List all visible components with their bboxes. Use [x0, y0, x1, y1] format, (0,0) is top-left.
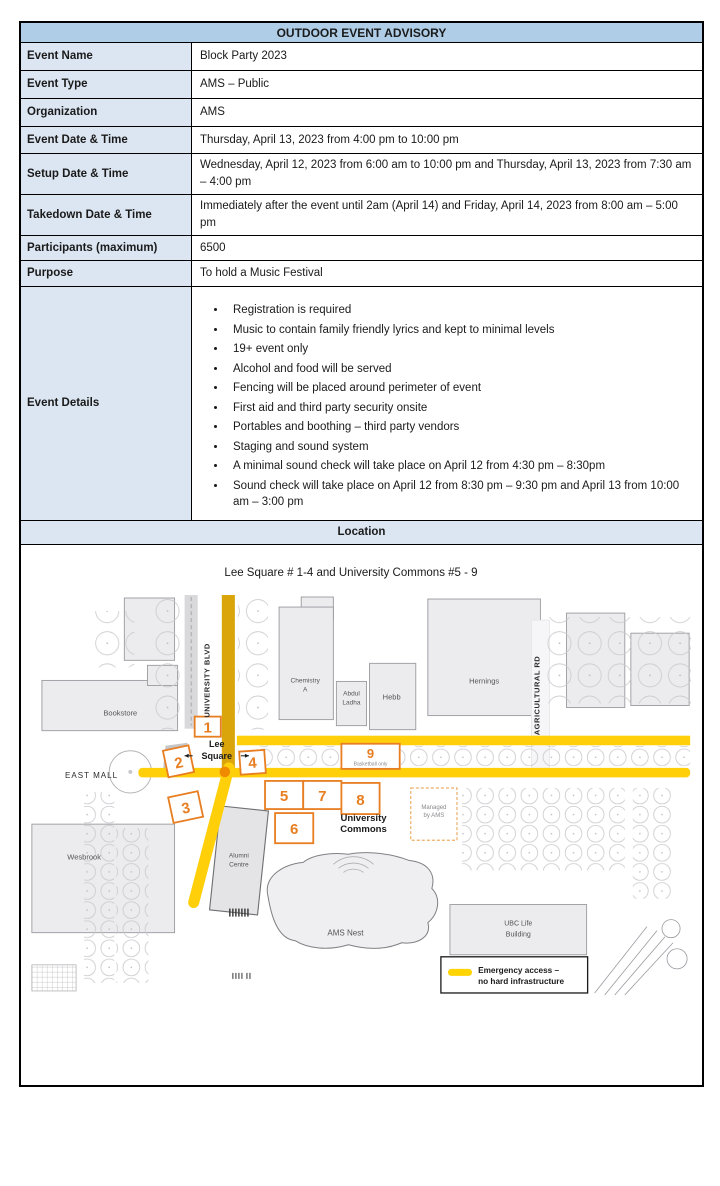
row-label-event-details: Event Details: [21, 287, 192, 520]
detail-item: • Alcohol and food will be served: [227, 361, 692, 377]
zone-number-4: 4: [247, 754, 258, 772]
table-row: [21, 43, 702, 71]
trees: [542, 617, 691, 703]
row-value-event-name: Block Party 2023: [200, 50, 287, 63]
row-label-participants: Participants (maximum): [21, 236, 192, 260]
row-value-participants: 6500: [200, 241, 226, 254]
table-row: [21, 261, 702, 287]
zone-number-6: 6: [289, 820, 299, 838]
route-crossing-dot: [220, 766, 230, 776]
trees: [94, 611, 134, 667]
row-value-setup: Wednesday, April 12, 2023 from 6:00 am to 10:00 pm and Thursday, April 13, 2023 from 7:30 am – 4:00 pm: [200, 159, 692, 188]
barcode-marks: [233, 973, 250, 979]
row-label-event-name: Event Name: [21, 43, 192, 70]
route-upper: [237, 735, 690, 745]
map-label-lee: Lee: [209, 738, 225, 749]
zone-number-2: 2: [173, 753, 185, 773]
trees: [152, 599, 184, 730]
row-value-event-details: [192, 287, 702, 520]
zone-number-9: 9: [366, 745, 375, 761]
row-value-event-type: AMS – Public: [200, 78, 270, 91]
advisory-title: OUTDOOR EVENT ADVISORY: [21, 23, 702, 43]
hatch-area: [32, 965, 76, 991]
zone-number-8: 8: [356, 791, 365, 809]
map-label-square: Square: [201, 750, 233, 761]
map-label-ladha: Ladha: [342, 699, 361, 707]
detail-item: • A minimal sound check will take place on April 12 from 4:30 pm – 8:30pm: [227, 458, 692, 474]
zone-number-5: 5: [279, 787, 289, 805]
building-chemistry-shape: [279, 607, 333, 720]
detail-item: • Music to contain family friendly lyrics and kept to minimal levels: [227, 322, 692, 338]
row-label-purpose: Purpose: [21, 261, 192, 286]
zone-9-note: Basketball only: [353, 761, 388, 768]
detail-item: • Portables and boothing – third party vendors: [227, 419, 692, 435]
location-header: Location: [21, 521, 702, 545]
map-label-building: Building: [505, 931, 531, 939]
street-label-agricultural-rd: AGRICULTURAL RD: [532, 655, 542, 735]
managed-by-ams-label-1: Managed: [421, 804, 447, 811]
detail-item: • 19+ event only: [227, 341, 692, 357]
stairs-lines: [595, 926, 673, 994]
roundabout-center: [128, 770, 132, 774]
map-detail: [667, 948, 687, 968]
legend-text-line2: no hard infrastructure: [478, 976, 565, 986]
street-label-university-blvd: UNIVERSITY BLVD: [202, 642, 212, 718]
event-details-list: [200, 299, 692, 514]
table-row-event-details: [21, 287, 702, 521]
row-label-organization: Organization: [21, 99, 192, 126]
table-row: [21, 236, 702, 261]
building-ubc-life-shape: [450, 904, 587, 954]
map-label-bookstore: Bookstore: [103, 708, 138, 718]
table-row: [21, 71, 702, 99]
location-map-cell: [21, 545, 702, 1085]
map-caption: Lee Square # 1-4 and University Commons #5 - 9: [224, 566, 478, 579]
detail-item: • Fencing will be placed around perimeter of event: [227, 380, 692, 396]
building-hernings-shape: [428, 599, 541, 716]
zone-number-3: 3: [180, 799, 192, 818]
map-label-alumni: Alumni: [228, 851, 249, 859]
legend-text-line1: Emergency access –: [478, 965, 560, 975]
row-value-organization: AMS: [200, 106, 225, 119]
trees: [462, 788, 625, 870]
detail-item: • Registration is required: [227, 302, 692, 318]
map-label-chemistry: Chemistry: [290, 677, 320, 685]
campus-map: [31, 595, 691, 997]
row-label-setup: Setup Date & Time: [21, 154, 192, 194]
table-row: [21, 99, 702, 127]
table-row: [21, 154, 702, 195]
barcode-marks: [230, 908, 248, 916]
legend-yellow-swatch: [448, 969, 472, 976]
detail-item: • Staging and sound system: [227, 439, 692, 455]
map-detail: [662, 919, 680, 937]
campus-map-svg: [31, 595, 691, 997]
row-value-purpose: To hold a Music Festival: [200, 267, 323, 280]
map-label-ams-nest: AMS Nest: [327, 928, 364, 938]
trees: [238, 599, 268, 730]
zone-number-1: 1: [203, 719, 212, 737]
row-value-event-date: Thursday, April 13, 2023 from 4:00 pm to 10:00 pm: [200, 133, 459, 146]
map-label-chemistry-a: A: [303, 686, 308, 694]
detail-item: • Sound check will take place on April 12 from 8:30 pm – 9:30 pm and April 13 from 10:00 am – 3:00 pm: [227, 478, 692, 511]
trees: [633, 788, 673, 899]
table-row: [21, 195, 702, 236]
map-label-centre: Centre: [229, 861, 249, 869]
managed-by-ams-label-2: by AMS: [423, 812, 445, 819]
advisory-table: [19, 21, 704, 1087]
row-label-takedown: Takedown Date & Time: [21, 195, 192, 235]
map-label-university: University: [340, 812, 387, 824]
map-label-hebb: Hebb: [382, 692, 401, 702]
detail-item: • First aid and third party security onsite: [227, 400, 692, 416]
row-value-takedown: Immediately after the event until 2am (April 14) and Friday, April 14, 2023 from 8:00 am – 5:00 pm: [200, 200, 678, 229]
map-label-wesbrook: Wesbrook: [67, 851, 101, 861]
trees: [255, 745, 690, 768]
map-label-abdul: Abdul: [343, 690, 360, 698]
zone-number-7: 7: [318, 787, 327, 805]
map-label-commons: Commons: [340, 823, 387, 835]
street-label-east-mall: EAST MALL: [65, 770, 119, 780]
row-label-event-type: Event Type: [21, 71, 192, 98]
map-label-ubc-life: UBC Life: [504, 920, 533, 928]
map-label-hernings: Hernings: [469, 676, 500, 686]
trees: [84, 792, 114, 983]
trees: [116, 828, 148, 983]
row-label-event-date: Event Date & Time: [21, 127, 192, 153]
table-row: [21, 127, 702, 154]
